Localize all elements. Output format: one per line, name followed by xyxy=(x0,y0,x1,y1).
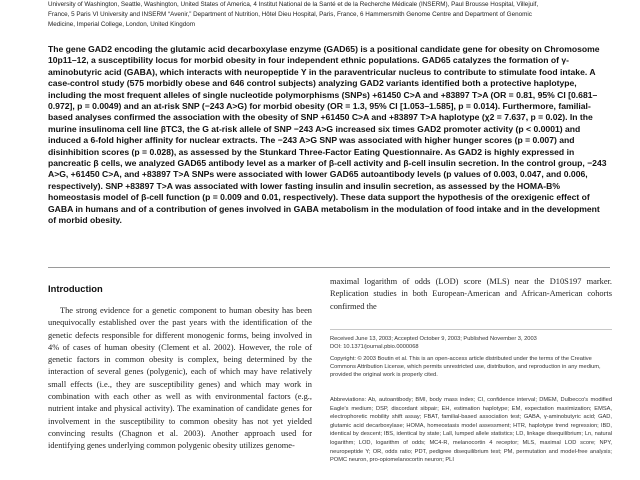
abbreviations-list: Abbreviations: Ab, autoantibody; BMI, body mass index; CI, confidence interval; DMEM, Dulbecco's modified Eagle's medium; DSP, discordant sibpair; EH, estimation haplotype; EM, expectation maximization; EMSA, electrophoretic mobility shift assay; FBAT, familial-based association test; GABA, γ-aminobutyric acid; GAD, glutamic acid decarboxylase; HOMA, homeostasis model assessment; HTR, haplotype trend regression; IBD, identical by descent; IBS, identical by state; Lall, lumped allele statistics; LD, linkage disequilibrium; Ln, natural logarithm; LOD, logarithm of odds; MC4-R, melanocortin 4 receptor; MLS, maximal LOD score; NPY, neuropeptide Y; OR, odds ratio; PDT, pedigree disequilibrium test; PM, permutation and model-free analysis; POMC neuron, pro-opiomelanocortin neuron; PLI xyxy=(330,397,612,464)
affiliation-line: Medicine, Imperial College, London, United Kingdom xyxy=(48,21,196,28)
dates-and-doi xyxy=(330,335,612,351)
author-affiliations xyxy=(48,0,608,30)
affiliation-line: France, 5 Paris VI University and INSERM “Avenir,” Department of Nutrition, Hôtel Dieu Hospital, Paris, France, 6 Hammersmith Genome Centre and Department of Genomic xyxy=(48,11,532,18)
introduction-heading: Introduction xyxy=(48,283,103,294)
footnote-divider xyxy=(330,329,612,330)
abstract-text: The gene GAD2 encoding the glutamic acid decarboxylase enzyme (GAD65) is a positional candidate gene for obesity on Chromosome 10p11–12, a susceptibility locus for morbid obesity in four independent ethnic populations. GAD65 catalyzes the formation of γ-aminobutyric acid (GABA), which interacts with neuropeptide Y in the paraventricular nucleus to contribute to stimulate food intake. A case-control study (575 morbidly obese and 646 control subjects) analyzing GAD2 variants identified both a protective haplotype, including the most frequent alleles of single nucleotide polymorphisms (SNPs) +61450 C>A and +83897 T>A (OR = 0.81, 95% CI [0.681–0.972], p = 0.0049) and an at-risk SNP (−243 A>G) for morbid obesity (OR = 1.3, 95% CI [1.053–1.585], p = 0.014). Furthermore, familial-based analyses confirmed the association with the obesity of SNP +61450 C>A and +83897 T>A haplotype (χ2 = 7.637, p = 0.02). In the murine insulinoma cell line βTC3, the G at-risk allele of SNP −243 A>G increased six times GAD2 promoter activity (p < 0.0001) and induced a 6-fold higher affinity for nuclear extracts. The −243 A>G SNP was associated with higher hunger scores (p = 0.007) and disinhibition scores (p = 0.028), as assessed by the Stunkard Three-Factor Eating Questionnaire. As GAD2 is highly expressed in pancreatic β cells, we analyzed GAD65 antibody level as a marker of β-cell activity and β-cell insulin secretion. In the control group, −243 A>G, +61450 C>A, and +83897 T>A SNPs were associated with lower GAD65 autoantibody levels (p values of 0.003, 0.047, and 0.006, respectively). SNP +83897 T>A was associated with lower fasting insulin and insulin secretion, as assessed by the HOMA-B% homeostasis model of β-cell function (p = 0.009 and 0.01, respectively). These data support the hypothesis of the orexigenic effect of GABA in humans and of a contribution of genes involved in GABA metabolism in the modulation of food intake and in the development of morbid obesity. xyxy=(48,44,607,226)
right-column-text: maximal logarithm of odds (LOD) score (MLS) near the D10S197 marker. Replication studies in both European-American and African-American cohorts confirmed the xyxy=(330,277,612,311)
affiliation-line: University of Washington, Seattle, Washington, United States of America, 4 Institut National de la Santé et de la Recherche Médicale (INSERM), Paul Brousse Hospital, Villejuif, xyxy=(48,1,539,8)
introduction-body xyxy=(48,305,312,453)
copyright-notice: Copyright: © 2003 Boutin et al. This is an open-access article distributed under the terms of the Creative Commons Attribution License, which permits unrestricted use, distribution, and reproduction in any medium, provided the original work is properly cited. xyxy=(330,356,601,379)
abstract xyxy=(48,44,610,227)
received-dates: Received June 13, 2003; Accepted October 9, 2003; Published November 3, 2003 xyxy=(330,336,537,342)
doi: DOI: 10.1371/journal.pbio.0000068 xyxy=(330,344,419,351)
article-metadata xyxy=(330,335,612,383)
introduction-text: The strong evidence for a genetic component to human obesity has been unequivocally established over the past years with the identification of the genetic defects responsible for different monogenic forms, being involved in 4% of cases of human obesity (Clement et al. 2002). However, the role of genetic factors in common obesity is complex, being determined by the interaction of several genes (polygenic), each of which may have relatively small effects (i.e., they are susceptibility genes) and which may work in combination with each other as well as with environmental factors (e.g., nutrient intake and physical activity). The examination of candidate genes for involvement in the susceptibility to common obesity has not yet yielded convincing results (Chagnon et al. 2003). Another approach used for identifying genes underlying common polygenic obesity utilizes genome- xyxy=(48,306,312,451)
section-divider xyxy=(48,267,610,268)
